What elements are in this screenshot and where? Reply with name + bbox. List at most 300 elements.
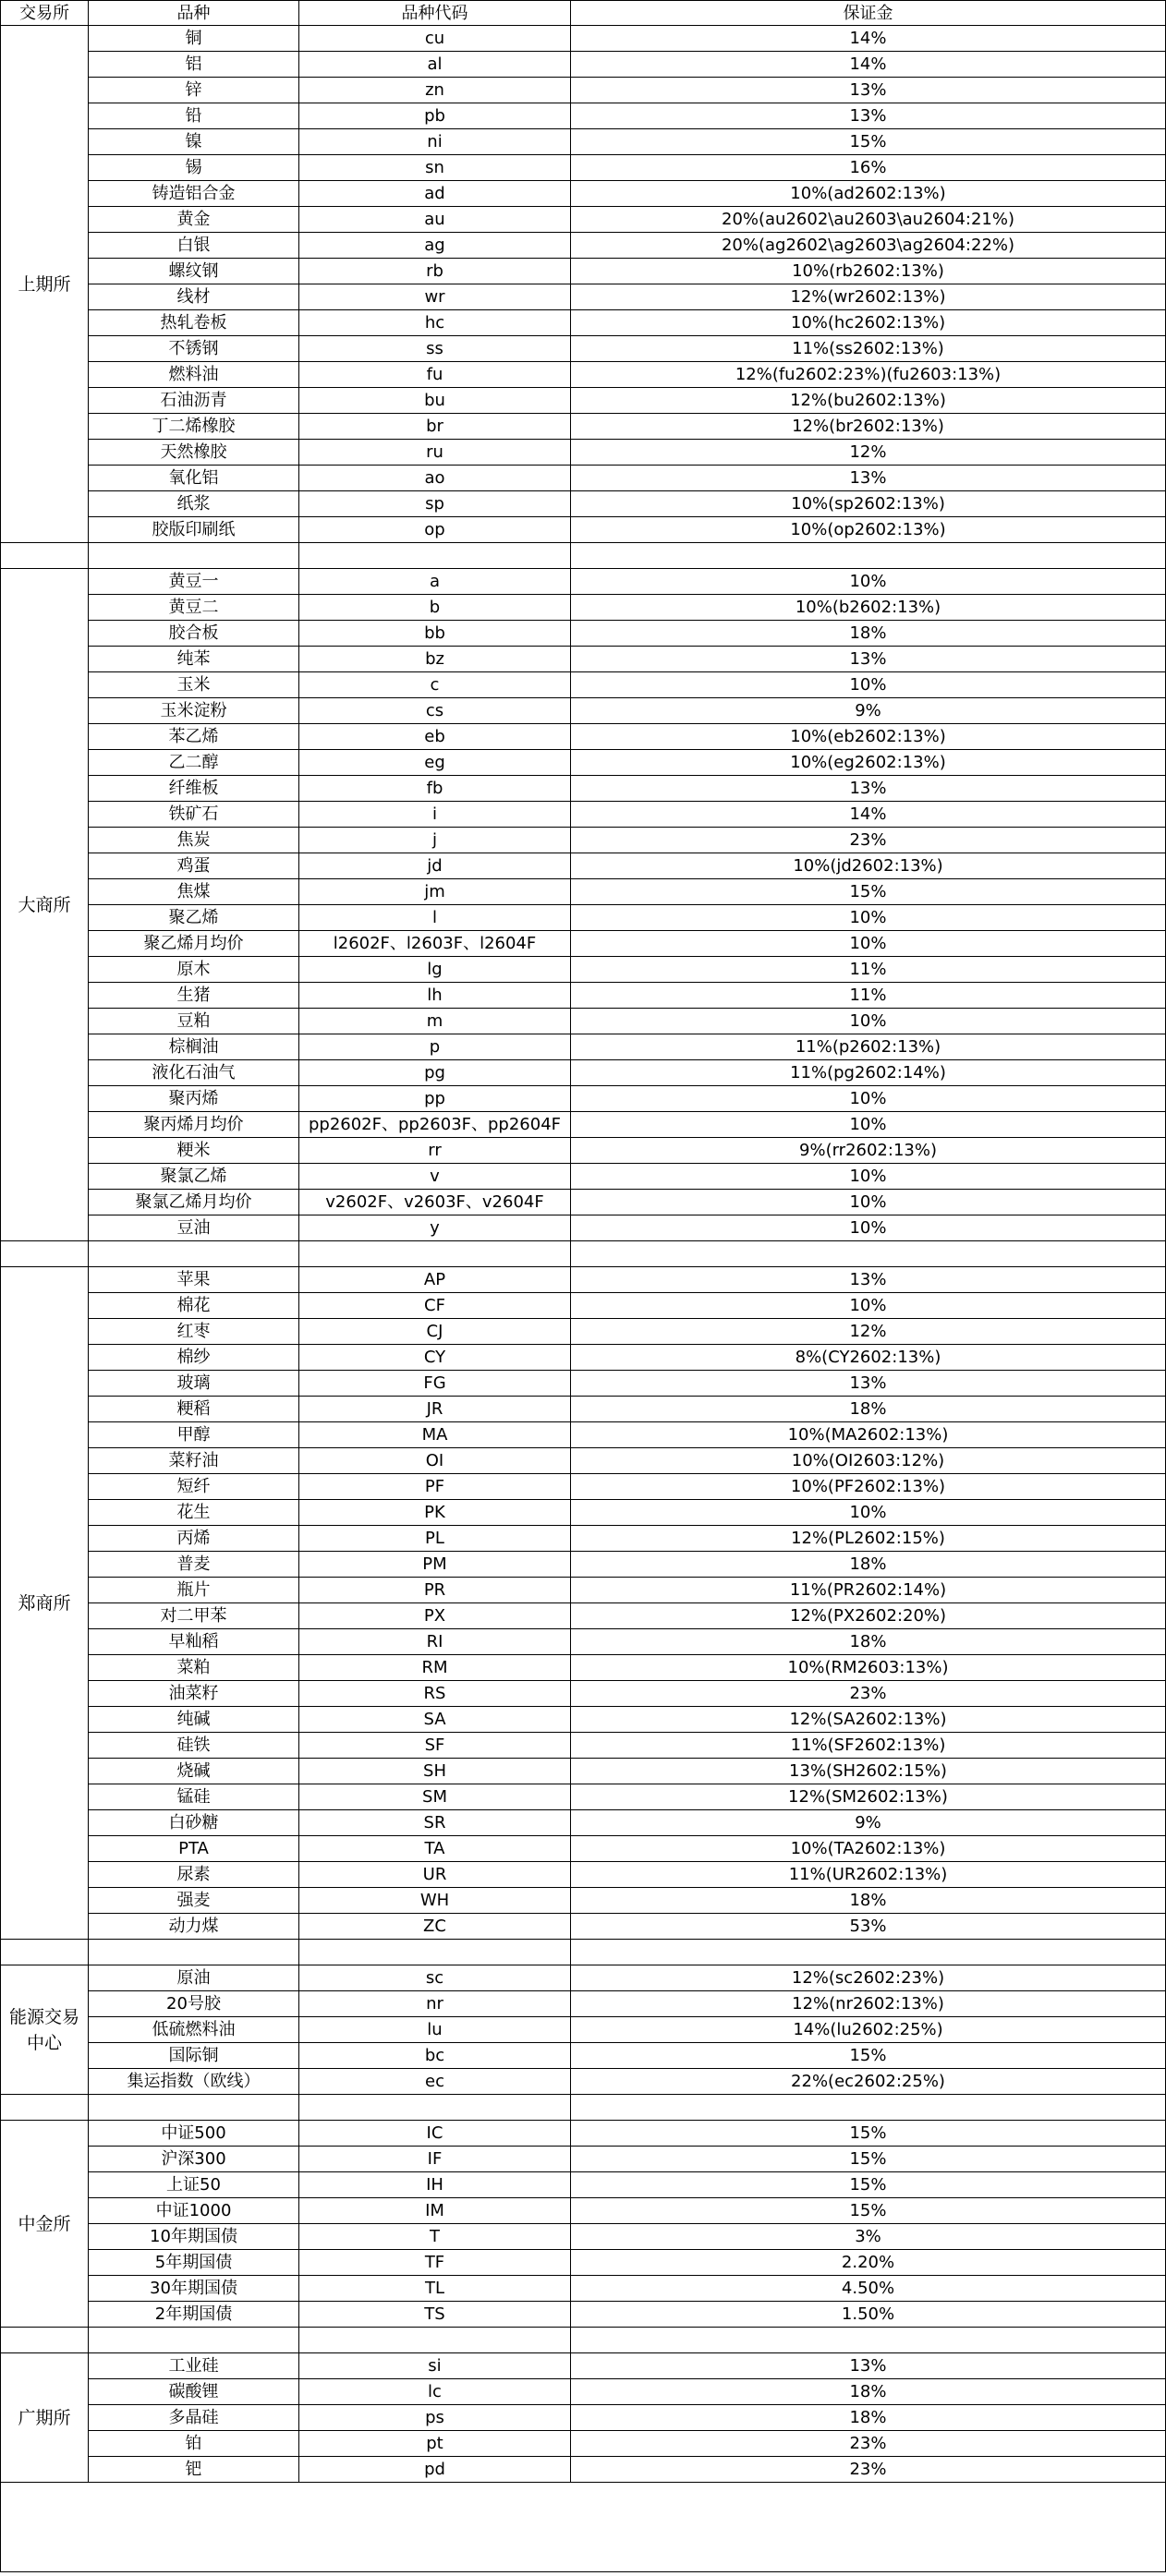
code-cell: IC (299, 2121, 571, 2147)
code-cell: pb (299, 103, 571, 129)
table-row (0, 1862, 1166, 1888)
margin-cell: 10% (571, 672, 1166, 698)
product-cell: 聚丙烯 (89, 1086, 299, 1112)
table-row (0, 2457, 1166, 2483)
code-cell: PF (299, 1474, 571, 1500)
product-cell: 铁矿石 (89, 802, 299, 828)
product-cell: 2年期国债 (89, 2302, 299, 2328)
product-cell: 粳稻 (89, 1397, 299, 1422)
exchange-name: 郑商所 (18, 1592, 71, 1614)
table-row (0, 2276, 1166, 2302)
table-row (0, 362, 1166, 388)
table-row (0, 1965, 1166, 1991)
margin-cell: 12%(br2602:13%) (571, 414, 1166, 440)
header-product: 品种 (89, 0, 299, 26)
product-cell: 纸浆 (89, 491, 299, 517)
product-cell: 中证500 (89, 2121, 299, 2147)
product-cell: 苹果 (89, 1267, 299, 1293)
table-row (0, 2147, 1166, 2172)
margin-cell: 16% (571, 155, 1166, 181)
table-row (0, 103, 1166, 129)
table-row (0, 2172, 1166, 2198)
product-cell: 聚丙烯月均价 (89, 1112, 299, 1138)
margin-cell: 9% (571, 1810, 1166, 1836)
table-row (0, 957, 1166, 983)
margin-cell: 13% (571, 2353, 1166, 2379)
table-row (0, 1215, 1166, 1241)
empty-cell (0, 1940, 89, 1965)
product-cell: 菜籽油 (89, 1448, 299, 1474)
table-row (0, 78, 1166, 103)
product-cell: 低硫燃料油 (89, 2017, 299, 2043)
product-cell: 白银 (89, 233, 299, 259)
product-cell: 中证1000 (89, 2198, 299, 2224)
margin-cell: 10% (571, 1500, 1166, 1526)
table-row (0, 931, 1166, 957)
product-cell: 动力煤 (89, 1914, 299, 1940)
margin-cell: 12% (571, 440, 1166, 466)
empty-cell (299, 1940, 571, 1965)
margin-cell: 9% (571, 698, 1166, 724)
empty-cell (89, 2095, 299, 2121)
table-row (0, 26, 1166, 52)
header-code: 品种代码 (299, 0, 571, 26)
product-cell: 烧碱 (89, 1759, 299, 1784)
product-cell: 硅铁 (89, 1733, 299, 1759)
margin-cell: 20%(au2602\au2603\au2604:21%) (571, 207, 1166, 233)
product-cell: 黄豆二 (89, 595, 299, 621)
code-cell: lu (299, 2017, 571, 2043)
code-cell: PL (299, 1526, 571, 1552)
product-cell: 玉米淀粉 (89, 698, 299, 724)
code-cell: al (299, 52, 571, 78)
margin-cell: 15% (571, 2198, 1166, 2224)
product-cell: 焦煤 (89, 879, 299, 905)
product-cell: 棕榈油 (89, 1034, 299, 1060)
margin-cell: 15% (571, 2043, 1166, 2069)
product-cell: 胶合板 (89, 621, 299, 647)
code-cell: cs (299, 698, 571, 724)
table-row (0, 647, 1166, 672)
empty-cell (571, 1241, 1166, 1267)
code-cell: c (299, 672, 571, 698)
code-cell: RI (299, 1629, 571, 1655)
code-cell: TA (299, 1836, 571, 1862)
product-cell: 乙二醇 (89, 750, 299, 776)
table-row (0, 1759, 1166, 1784)
empty-cell (0, 2095, 89, 2121)
margin-cell: 22%(ec2602:25%) (571, 2069, 1166, 2095)
table-row (0, 1112, 1166, 1138)
product-cell: 碳酸锂 (89, 2379, 299, 2405)
table-row (0, 595, 1166, 621)
code-cell: pp2602F、pp2603F、pp2604F (299, 1112, 571, 1138)
code-cell: ec (299, 2069, 571, 2095)
product-cell: 纯苯 (89, 647, 299, 672)
empty-cell (299, 543, 571, 569)
product-cell: 玉米 (89, 672, 299, 698)
margin-cell: 11%(PR2602:14%) (571, 1578, 1166, 1603)
margin-cell: 11% (571, 983, 1166, 1009)
margin-cell: 12%(bu2602:13%) (571, 388, 1166, 414)
product-cell: 纤维板 (89, 776, 299, 802)
empty-cell (571, 543, 1166, 569)
product-cell: 焦炭 (89, 828, 299, 853)
product-cell: 聚氯乙烯月均价 (89, 1190, 299, 1215)
code-cell: PR (299, 1578, 571, 1603)
code-cell: y (299, 1215, 571, 1241)
code-cell: lg (299, 957, 571, 983)
code-cell: pg (299, 1060, 571, 1086)
product-cell: 镍 (89, 129, 299, 155)
margin-cell: 10% (571, 1215, 1166, 1241)
code-cell: jm (299, 879, 571, 905)
margin-cell: 10% (571, 1164, 1166, 1190)
margin-cell: 10%(b2602:13%) (571, 595, 1166, 621)
margin-cell: 14% (571, 802, 1166, 828)
code-cell: pt (299, 2431, 571, 2457)
header-exchange: 交易所 (0, 0, 89, 26)
code-cell: nr (299, 1991, 571, 2017)
product-cell: 线材 (89, 284, 299, 310)
table-row (0, 1086, 1166, 1112)
table-row (0, 2198, 1166, 2224)
margin-cell: 10% (571, 931, 1166, 957)
table-row (0, 1500, 1166, 1526)
table-row (0, 750, 1166, 776)
code-cell: rb (299, 259, 571, 284)
table-row (0, 1836, 1166, 1862)
product-cell: 棉花 (89, 1293, 299, 1319)
product-cell: 钯 (89, 2457, 299, 2483)
product-cell: 甲醇 (89, 1422, 299, 1448)
margin-cell: 10% (571, 905, 1166, 931)
product-cell: 黄豆一 (89, 569, 299, 595)
product-cell: 粳米 (89, 1138, 299, 1164)
table-row (0, 1707, 1166, 1733)
product-cell: 生猪 (89, 983, 299, 1009)
code-cell: SM (299, 1784, 571, 1810)
table-row (0, 1164, 1166, 1190)
table-row (0, 284, 1166, 310)
margin-cell: 10%(OI2603:12%) (571, 1448, 1166, 1474)
product-cell: 20号胶 (89, 1991, 299, 2017)
table-row (0, 2043, 1166, 2069)
code-cell: OI (299, 1448, 571, 1474)
table-row (0, 1448, 1166, 1474)
code-cell: UR (299, 1862, 571, 1888)
product-cell: 螺纹钢 (89, 259, 299, 284)
exchange-group-label (0, 2353, 89, 2483)
code-cell: T (299, 2224, 571, 2250)
margin-cell: 14%(lu2602:25%) (571, 2017, 1166, 2043)
margin-cell: 10%(eb2602:13%) (571, 724, 1166, 750)
table-row (0, 1784, 1166, 1810)
empty-cell (89, 543, 299, 569)
margin-cell: 12%(PL2602:15%) (571, 1526, 1166, 1552)
code-cell: zn (299, 78, 571, 103)
product-cell: 天然橡胶 (89, 440, 299, 466)
product-cell: 白砂糖 (89, 1810, 299, 1836)
spacer-row (0, 2328, 1166, 2353)
table-row (0, 1293, 1166, 1319)
code-cell: TS (299, 2302, 571, 2328)
product-cell: 胶版印刷纸 (89, 517, 299, 543)
code-cell: PM (299, 1552, 571, 1578)
product-cell: 苯乙烯 (89, 724, 299, 750)
margin-cell: 14% (571, 26, 1166, 52)
margin-cell: 13% (571, 1371, 1166, 1397)
empty-cell (571, 2095, 1166, 2121)
product-cell: 锰硅 (89, 1784, 299, 1810)
margin-cell: 12%(wr2602:13%) (571, 284, 1166, 310)
table-row (0, 259, 1166, 284)
blank-area (0, 2483, 1166, 2572)
table-row (0, 1991, 1166, 2017)
table-row (0, 517, 1166, 543)
table-row (0, 233, 1166, 259)
code-cell: ad (299, 181, 571, 207)
table-row (0, 621, 1166, 647)
table-row (0, 802, 1166, 828)
table-row (0, 2121, 1166, 2147)
table-row (0, 1138, 1166, 1164)
empty-cell (89, 2328, 299, 2353)
margin-cell: 12% (571, 1319, 1166, 1345)
code-cell: jd (299, 853, 571, 879)
code-cell: PX (299, 1603, 571, 1629)
code-cell: v2602F、v2603F、v2604F (299, 1190, 571, 1215)
margin-cell: 18% (571, 1629, 1166, 1655)
table-row (0, 828, 1166, 853)
empty-cell (299, 2095, 571, 2121)
code-cell: lc (299, 2379, 571, 2405)
code-cell: CY (299, 1345, 571, 1371)
margin-cell: 12%(sc2602:23%) (571, 1965, 1166, 1991)
code-cell: ao (299, 466, 571, 491)
product-cell: 对二甲苯 (89, 1603, 299, 1629)
code-cell: bc (299, 2043, 571, 2069)
code-cell: ps (299, 2405, 571, 2431)
spacer-row (0, 1241, 1166, 1267)
exchange-group-label (0, 2121, 89, 2328)
code-cell: SA (299, 1707, 571, 1733)
code-cell: l (299, 905, 571, 931)
code-cell: RS (299, 1681, 571, 1707)
table-row (0, 207, 1166, 233)
table-row (0, 2302, 1166, 2328)
margin-cell: 18% (571, 1397, 1166, 1422)
product-cell: 纯碱 (89, 1707, 299, 1733)
product-cell: 聚氯乙烯 (89, 1164, 299, 1190)
code-cell: sc (299, 1965, 571, 1991)
table-row (0, 1914, 1166, 1940)
margin-cell: 23% (571, 2431, 1166, 2457)
code-cell: eg (299, 750, 571, 776)
empty-cell (299, 2328, 571, 2353)
product-cell: 尿素 (89, 1862, 299, 1888)
product-cell: 5年期国债 (89, 2250, 299, 2276)
margin-cell: 23% (571, 828, 1166, 853)
product-cell: 红枣 (89, 1319, 299, 1345)
product-cell: 铂 (89, 2431, 299, 2457)
product-cell: 鸡蛋 (89, 853, 299, 879)
margin-cell: 15% (571, 2121, 1166, 2147)
margin-cell: 15% (571, 2147, 1166, 2172)
code-cell: lh (299, 983, 571, 1009)
product-cell: 铜 (89, 26, 299, 52)
product-cell: 菜粕 (89, 1655, 299, 1681)
table-row (0, 181, 1166, 207)
table-row (0, 1319, 1166, 1345)
margin-cell: 10%(sp2602:13%) (571, 491, 1166, 517)
margin-cell: 13%(SH2602:15%) (571, 1759, 1166, 1784)
product-cell: 集运指数（欧线） (89, 2069, 299, 2095)
code-cell: rr (299, 1138, 571, 1164)
product-cell: 铅 (89, 103, 299, 129)
code-cell: bb (299, 621, 571, 647)
code-cell: a (299, 569, 571, 595)
margin-cell: 8%(CY2602:13%) (571, 1345, 1166, 1371)
margin-cell: 10%(TA2602:13%) (571, 1836, 1166, 1862)
code-cell: ru (299, 440, 571, 466)
empty-cell (89, 1940, 299, 1965)
margin-cell: 9%(rr2602:13%) (571, 1138, 1166, 1164)
code-cell: p (299, 1034, 571, 1060)
code-cell: ZC (299, 1914, 571, 1940)
code-cell: ss (299, 336, 571, 362)
code-cell: bu (299, 388, 571, 414)
product-cell: PTA (89, 1836, 299, 1862)
product-cell: 强麦 (89, 1888, 299, 1914)
code-cell: wr (299, 284, 571, 310)
product-cell: 豆油 (89, 1215, 299, 1241)
code-cell: j (299, 828, 571, 853)
table-row (0, 1345, 1166, 1371)
margin-cell: 20%(ag2602\ag2603\ag2604:22%) (571, 233, 1166, 259)
code-cell: sn (299, 155, 571, 181)
code-cell: SH (299, 1759, 571, 1784)
code-cell: JR (299, 1397, 571, 1422)
exchange-name: 中金所 (18, 2213, 71, 2234)
margin-cell: 12%(SM2602:13%) (571, 1784, 1166, 1810)
margin-cell: 3% (571, 2224, 1166, 2250)
product-cell: 10年期国债 (89, 2224, 299, 2250)
product-cell: 热轧卷板 (89, 310, 299, 336)
table-row (0, 1810, 1166, 1836)
margin-cell: 15% (571, 879, 1166, 905)
product-cell: 石油沥青 (89, 388, 299, 414)
margin-cell: 12%(PX2602:20%) (571, 1603, 1166, 1629)
product-cell: 多晶硅 (89, 2405, 299, 2431)
table-row (0, 2069, 1166, 2095)
code-cell: sp (299, 491, 571, 517)
table-row (0, 698, 1166, 724)
code-cell: FG (299, 1371, 571, 1397)
margin-cell: 18% (571, 2405, 1166, 2431)
table-row (0, 466, 1166, 491)
code-cell: SF (299, 1733, 571, 1759)
product-cell: 氧化铝 (89, 466, 299, 491)
table-row (0, 155, 1166, 181)
code-cell: b (299, 595, 571, 621)
code-cell: WH (299, 1888, 571, 1914)
margin-cell: 10% (571, 569, 1166, 595)
table-row (0, 879, 1166, 905)
table-row (0, 2405, 1166, 2431)
margin-cell: 15% (571, 129, 1166, 155)
product-cell: 30年期国债 (89, 2276, 299, 2302)
table-row (0, 129, 1166, 155)
code-cell: m (299, 1009, 571, 1034)
table-row (0, 1681, 1166, 1707)
product-cell: 不锈钢 (89, 336, 299, 362)
code-cell: op (299, 517, 571, 543)
margin-cell: 13% (571, 103, 1166, 129)
product-cell: 油菜籽 (89, 1681, 299, 1707)
margin-cell: 10%(ad2602:13%) (571, 181, 1166, 207)
code-cell: l2602F、l2603F、l2604F (299, 931, 571, 957)
margin-cell: 10%(rb2602:13%) (571, 259, 1166, 284)
code-cell: IF (299, 2147, 571, 2172)
product-cell: 黄金 (89, 207, 299, 233)
code-cell: au (299, 207, 571, 233)
table-row (0, 1655, 1166, 1681)
product-cell: 原木 (89, 957, 299, 983)
margin-cell: 53% (571, 1914, 1166, 1940)
product-cell: 玻璃 (89, 1371, 299, 1397)
margin-cell: 12%(nr2602:13%) (571, 1991, 1166, 2017)
product-cell: 国际铜 (89, 2043, 299, 2069)
margin-cell: 18% (571, 1888, 1166, 1914)
product-cell: 早籼稻 (89, 1629, 299, 1655)
table-row (0, 905, 1166, 931)
empty-cell (89, 1241, 299, 1267)
product-cell: 花生 (89, 1500, 299, 1526)
product-cell: 豆粕 (89, 1009, 299, 1034)
code-cell: bz (299, 647, 571, 672)
table-row (0, 1474, 1166, 1500)
code-cell: br (299, 414, 571, 440)
code-cell: cu (299, 26, 571, 52)
code-cell: TL (299, 2276, 571, 2302)
margin-cell: 18% (571, 621, 1166, 647)
code-cell: MA (299, 1422, 571, 1448)
table-row (0, 1397, 1166, 1422)
table-row (0, 724, 1166, 750)
product-cell: 短纤 (89, 1474, 299, 1500)
margin-cell: 10%(hc2602:13%) (571, 310, 1166, 336)
product-cell: 聚乙烯月均价 (89, 931, 299, 957)
product-cell: 燃料油 (89, 362, 299, 388)
product-cell: 铸造铝合金 (89, 181, 299, 207)
product-cell: 锌 (89, 78, 299, 103)
exchange-group-label (0, 1267, 89, 1940)
margin-cell: 13% (571, 647, 1166, 672)
spacer-row (0, 2095, 1166, 2121)
empty-cell (299, 1241, 571, 1267)
product-cell: 工业硅 (89, 2353, 299, 2379)
product-cell: 上证50 (89, 2172, 299, 2198)
table-row (0, 1733, 1166, 1759)
exchange-group-label (0, 1965, 89, 2095)
empty-cell (571, 1940, 1166, 1965)
header-margin: 保证金 (571, 0, 1166, 26)
table-row (0, 853, 1166, 879)
margin-cell: 4.50% (571, 2276, 1166, 2302)
margin-cell: 13% (571, 1267, 1166, 1293)
margin-cell: 10% (571, 1293, 1166, 1319)
